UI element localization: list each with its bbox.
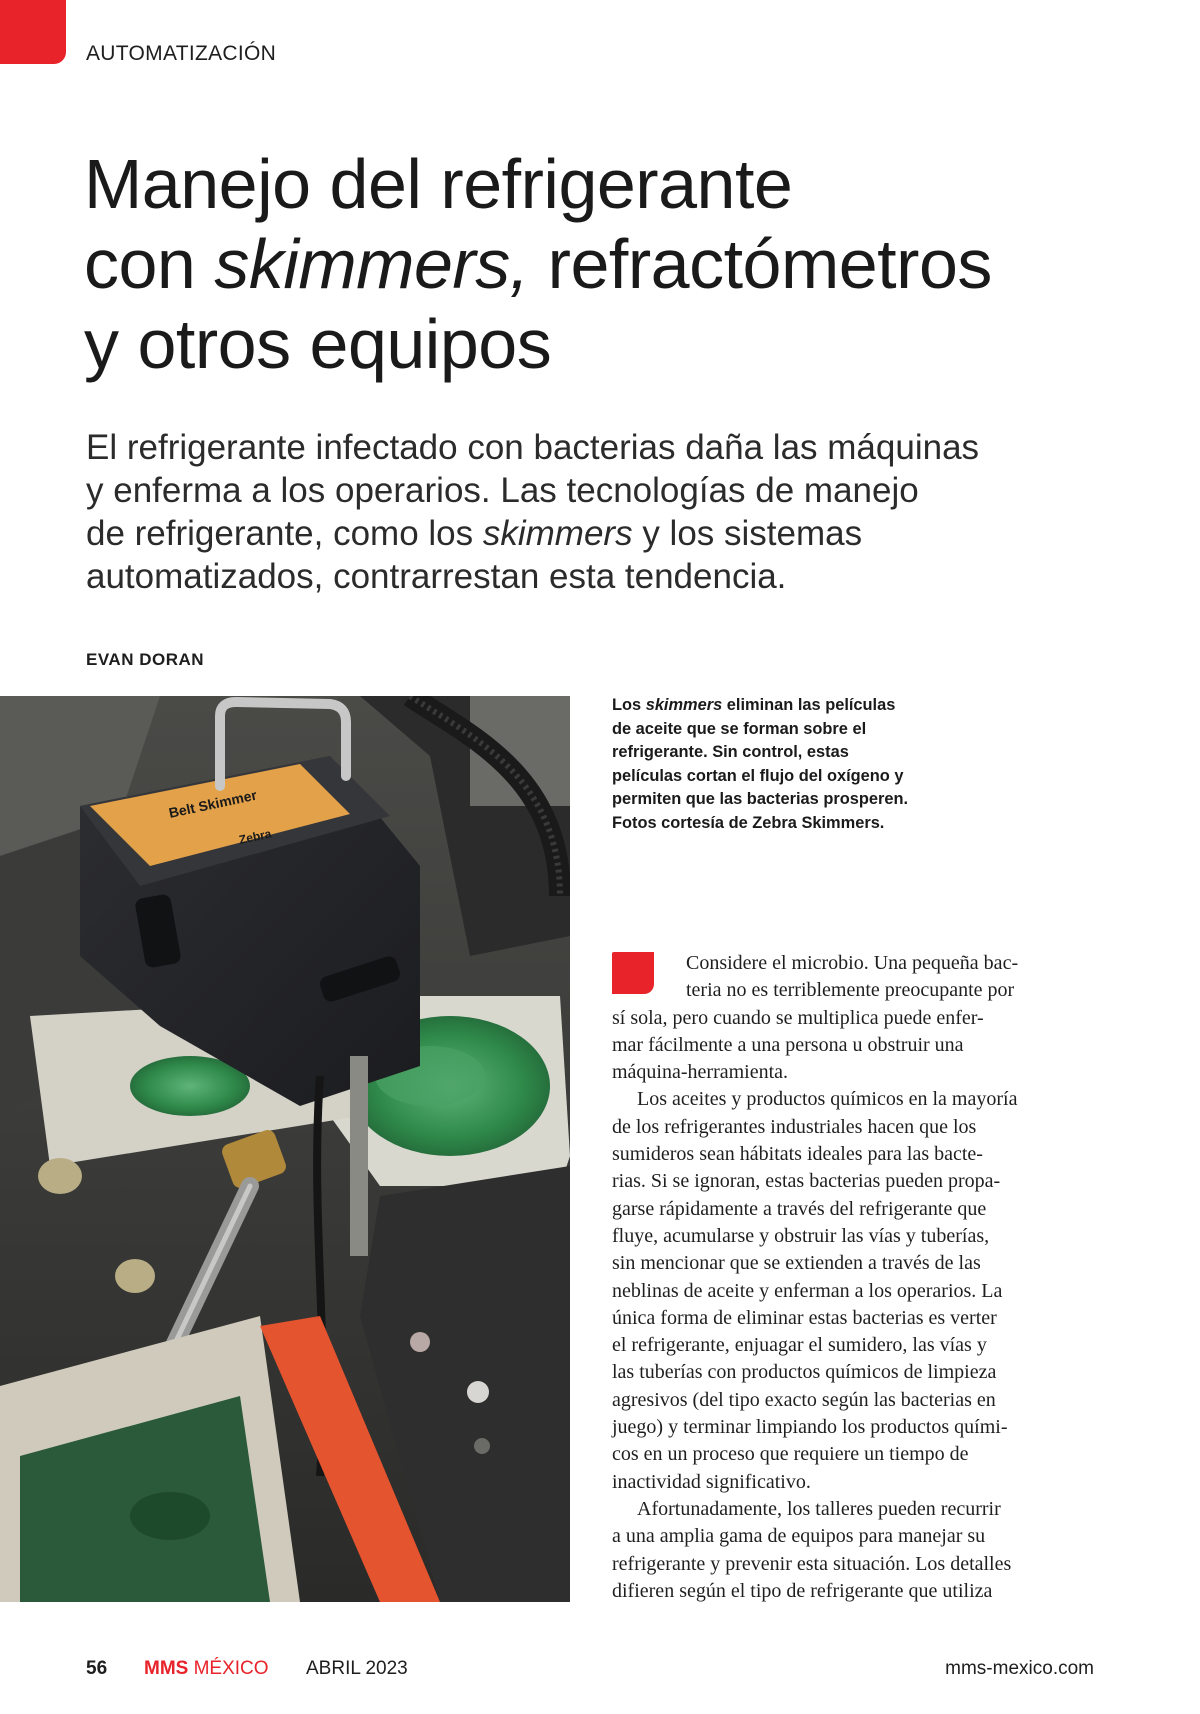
body-line: garse rápidamente a través del refrigerante que	[612, 1197, 987, 1220]
deck-line-1: El refrigerante infectado con bacterias daña las máquinas	[86, 428, 980, 467]
page-footer	[86, 1658, 1094, 1682]
caption-line-5: permiten que las bacterias prosperen.	[612, 790, 909, 809]
device-label-text-2: Zebra	[237, 826, 273, 847]
photo-caption	[612, 694, 942, 836]
section-label: AUTOMATIZACIÓN	[86, 42, 277, 65]
body-line: rias. Si se ignoran, estas bacterias pueden propa-	[612, 1170, 1001, 1193]
body-line: Considere el microbio. Una pequeña bac-	[686, 952, 1019, 974]
body-line: a una amplia gama de equipos para manejar su	[612, 1525, 986, 1548]
body-line: fluye, acumularse y obstruir las vías y tuberías,	[612, 1224, 990, 1247]
deck-line-3-end: y los sistemas	[632, 514, 863, 553]
caption-line-6: Fotos cortesía de Zebra Skimmers.	[612, 813, 885, 832]
body-line: de los refrigerantes industriales hacen que los	[612, 1115, 977, 1138]
headline-italic-term: skimmers,	[214, 225, 529, 303]
deck-line-3-start: de refrigerante, como los	[86, 514, 483, 553]
article-body	[612, 950, 1092, 1605]
section-corner-tab	[0, 0, 66, 64]
headline-line-3: y otros equipos	[84, 305, 552, 383]
brand-rest: MÉXICO	[188, 1658, 269, 1679]
article-headline	[84, 144, 1124, 384]
deck-italic-term: skimmers	[482, 514, 633, 553]
author-byline: EVAN DORAN	[86, 650, 205, 669]
caption-line-1-end: eliminan las películas	[722, 696, 896, 714]
body-line: sumideros sean hábitats ideales para las bacte-	[612, 1143, 983, 1166]
deck-line-3	[86, 512, 1066, 555]
device-label-text-1: Belt Skimmer	[167, 786, 259, 821]
caption-italic-term: skimmers	[645, 696, 723, 714]
body-line: sin mencionar que se extienden a través de las	[612, 1252, 981, 1275]
body-line: inactividad significativo.	[612, 1470, 811, 1493]
caption-line-3: refrigerante. Sin control, estas	[612, 743, 849, 762]
caption-line-2: de aceite que se forman sobre el	[612, 719, 867, 738]
issue-date: ABRIL 2023	[306, 1658, 408, 1679]
body-line: juego) y terminar limpiando los productos quími-	[612, 1416, 1008, 1439]
body-line: mar fácilmente a una persona u obstruir una	[612, 1033, 964, 1056]
body-line: única forma de eliminar estas bacterias es verter	[612, 1306, 997, 1329]
body-line: las tuberías con productos químicos de limpieza	[612, 1361, 997, 1384]
body-line: sí sola, pero cuando se multiplica puede enfer-	[612, 1006, 984, 1029]
page-number: 56	[86, 1658, 108, 1679]
headline-line-1: Manejo del refrigerante	[84, 145, 793, 223]
deck-line-4: automatizados, contrarrestan esta tendencia.	[86, 557, 787, 596]
headline-line-2-end: refractómetros	[528, 225, 992, 303]
caption-line-1	[612, 694, 942, 718]
headline-line-2-start: con	[84, 225, 215, 303]
deck-line-2: y enferma a los operarios. Las tecnologías de manejo	[86, 471, 919, 510]
skimmer-photo	[0, 696, 570, 1602]
body-line: máquina-herramienta.	[612, 1061, 789, 1084]
body-line: teria no es terriblemente preocupante por	[686, 979, 1015, 1002]
body-line: Los aceites y productos químicos en la mayoría	[637, 1088, 1018, 1111]
body-line: cos en un proceso que requiere un tiempo de	[612, 1443, 969, 1466]
article-deck	[86, 426, 1066, 598]
brand-bold: MMS	[144, 1658, 189, 1679]
caption-line-1-start: Los	[612, 696, 646, 714]
body-line: neblinas de aceite y enferman a los operarios. La	[612, 1279, 1003, 1302]
caption-line-4: películas cortan el flujo del oxígeno y	[612, 766, 904, 785]
magazine-brand	[144, 1658, 269, 1680]
body-line: agresivos (del tipo exacto según las bacterias en	[612, 1388, 996, 1411]
body-line: Afortunadamente, los talleres pueden recurrir	[637, 1497, 1001, 1520]
body-line: refrigerante y prevenir esta situación. Los detalles	[612, 1552, 1012, 1575]
headline-line-2	[84, 224, 1124, 304]
body-line: difieren según el tipo de refrigerante que utiliza	[612, 1579, 993, 1602]
body-line: el refrigerante, enjuagar el sumidero, las vías y	[612, 1334, 987, 1357]
website-link[interactable]: mms-mexico.com	[945, 1658, 1094, 1679]
